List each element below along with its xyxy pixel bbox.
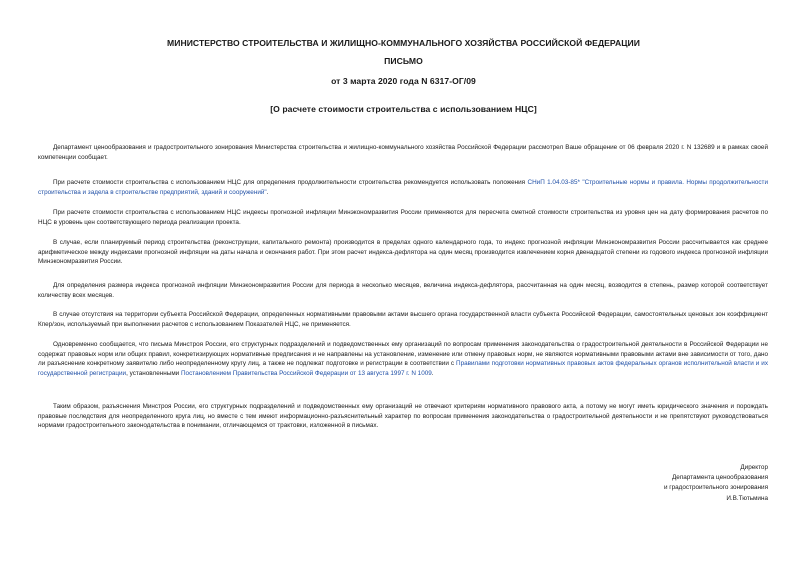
paragraph-3: При расчете стоимости строительства с использованием НЦС индексы прогнозной инфляции Минэкономразвития России применяются для пересчета сметной стоимости строительства из уровня цен на дату формирования расчетов по НЦС в уровень цен соответствующего периода реализации проекта. — [38, 209, 768, 226]
paragraph-7 — [38, 340, 768, 379]
snip-link[interactable]: СНиП 1.04.03-85* "Строительные нормы и правила. Нормы продолжительности строительства и задела в строительстве предприятий, зданий и сооружений" — [38, 179, 769, 196]
rules-link[interactable]: Правилами подготовки нормативных правовых актов федеральных органов исполнительной власти и их государственной регистрации — [38, 360, 769, 378]
paragraph-8: Таким образом, разъяснения Минстроя России, его структурных подразделений и подведомственных ему организаций не отвечают критериям нормативного правового акта, а потому не могут иметь юридического значения и порождать правовые последствия для неопределенного круга лиц, но вместе с тем имеют информационно-разъяснительный характер по вопросам применения законодательства о градостроительной деятельности и не препятствуют руководствоваться нормами градостроительного законодательства в понимании, отличающемся от трактовки, изложенной в письмах. — [38, 403, 768, 430]
signature-block — [664, 463, 768, 504]
paragraph-7-middle: , установленными — [126, 370, 181, 378]
ministry-title: МИНИСТЕРСТВО СТРОИТЕЛЬСТВА И ЖИЛИЩНО-КОММУНАЛЬНОГО ХОЗЯЙСТВА РОССИЙСКОЙ ФЕДЕРАЦИИ — [167, 38, 640, 48]
signature-position: Директор — [740, 464, 768, 471]
signature-department-line1: Департамента ценообразования — [672, 474, 768, 482]
document-subject: [О расчете стоимости строительства с использованием НЦС] — [270, 104, 537, 114]
paragraph-2-end: . — [266, 188, 269, 196]
paragraph-7-text: Одновременно сообщается, что письма Минстроя России, его структурных подразделений и подведомственных ему организаций по вопросам применения законодательства о градостроительной деятельности в Российской Федерации не содержат правовых норм или общих правил, конкретизирующих нормативные предписания и не направлены на установление, изменение или отмену правовых норм, не являются нормативными правовыми актами вне зависимости от того, дано ли разъяснение конкретному заявителю либо неопределенному кругу лиц, а также не подлежат подготовке и регистрации в соответствии с — [38, 341, 768, 368]
resolution-link[interactable]: Постановлением Правительства Российской Федерации от 13 августа 1997 г. N 1009 — [181, 370, 432, 378]
paragraph-2 — [38, 178, 768, 197]
document-date-number: от 3 марта 2020 года N 6317-ОГ/09 — [331, 76, 476, 86]
paragraph-5: Для определения размера индекса прогнозной инфляции Минэкономразвития России для периода в несколько месяцев, величина индекса-дефлятора, рассчитанная на один месяц, возводится в степень, размер которой соответствует количеству всех месяцев. — [38, 282, 768, 299]
paragraph-1: Департамент ценообразования и градостроительного зонирования Министерства строительства и жилищно-коммунального хозяйства Российской Федерации рассмотрел Ваше обращение от 06 февраля 2020 г. N 132689 и в рамках своей компетенции сообщает. — [38, 144, 768, 161]
signature-name: И.В.Тютьмина — [726, 494, 768, 502]
signature-department-line2: и градостроительного зонирования — [663, 484, 768, 492]
paragraph-4: В случае, если планируемый период строительства (реконструкции, капитального ремонта) производится в пределах одного календарного года, то индекс прогнозной инфляции Минэкономразвития России рассчитывается как среднее арифметическое между индексами прогнозной инфляции на даты начала и окончания работ. При этом расчет индекса-дефлятора на один месяц производится извлечением корня двенадцатой степени из годового индекса прогнозной инфляции Минэкономразвития России. — [38, 239, 768, 266]
paragraph-7-end: . — [431, 370, 434, 378]
document-type: ПИСЬМО — [384, 56, 423, 66]
paragraph-6: В случае отсутствия на территории субъекта Российской Федерации, определенных нормативными правовыми актами высшего органа государственной власти субъекта Российской Федерации, самостоятельных ценовых зон коэффициент Кпер/зон, используемый при выполнении расчетов с использованием Показателей НЦС, не применяется. — [38, 311, 768, 328]
paragraph-2-text: При расчете стоимости строительства с использованием НЦС для определения продолжительности строительства рекомендуется использовать положения — [53, 179, 528, 186]
